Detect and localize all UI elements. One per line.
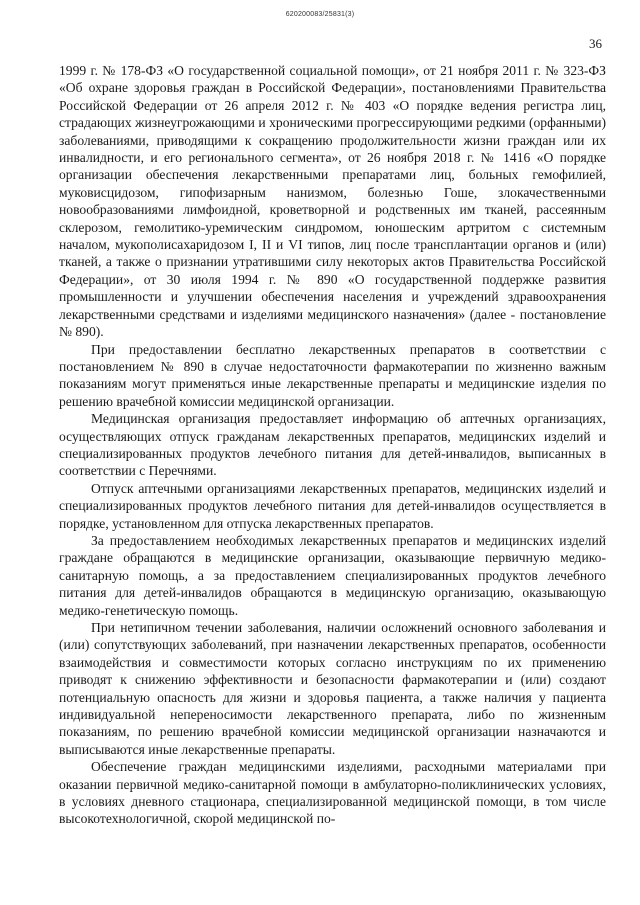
paragraph-pharmacy-dispensing: Отпуск аптечными организациями лекарственных препаратов, медицинских изделий и специализированных продуктов лечебного питания для детей-инвалидов осуществляется в порядке, установленном для отпуска лекарственных препаратов. (59, 480, 606, 531)
document-body (59, 62, 606, 828)
document-code: 620200083/25831(3) (285, 11, 355, 18)
paragraph-medical-devices: Обеспечение граждан медицинскими изделиями, расходными материалами при оказании первичной медико-санитарной помощи в амбулаторно-поликлинических условиях, в условиях дневного стационара, специализированной медицинской помощи, в том числе высокотехнологичной, скорой медицинской по- (59, 759, 606, 827)
paragraph-atypical-course: При нетипичном течении заболевания, наличии осложнений основного заболевания и (или) сопутствующих заболеваний, при назначении лекарственных препаратов, особенности взаимодействия и совместимости которых согласно инструкциям по их применению приводят к снижению эффективности и безопасности фармакотерапии и (или) создают потенциальную опасность для жизни и здоровья пациента, а также наличия у пациента индивидуальной непереносимости лекарственного препарата, либо по жизненным показаниям, по решению врачебной комиссии медицинской организации назначаются и выписываются иные лекарственные препараты. (59, 620, 606, 757)
paragraph-citizen-requests: За предоставлением необходимых лекарственных препаратов и медицинских изделий граждане обращаются в медицинские организации, оказывающие первичную медико-санитарную помощь, а за предоставлением специализированных продуктов лечебного питания для детей-инвалидов обращаются в медицинскую организацию, оказывающую медико-генетическую помощь. (59, 532, 606, 618)
paragraph-legal-references: 1999 г. № 178-ФЗ «О государственной социальной помощи», от 21 ноября 2011 г. № 323-ФЗ «Об охране здоровья граждан в Российской Федерации», постановлениями Правительства Российской Федерации от 26 апреля 2012 г. № 403 «О порядке ведения регистра лиц, страдающих жизнеугрожающими и хроническими прогрессирующими редкими (орфанными) заболеваниями, приводящими к сокращению продолжительности жизни граждан или их инвалидности, и его регионального сегмента», от 26 ноября 2018 г. № 1416 «О порядке организации обеспечения лекарственными препаратами лиц, больных гемофилией, муковисцидозом, гипофизарным нанизмом, болезнью Гоше, злокачественными новообразованиями лимфоидной, кроветворной и родственных им тканей, рассеянным склерозом, гемолитико-уремическим синдромом, юношеским артритом с системным началом, мукополисахаридозом I, II и VI типов, лиц после трансплантации органов и (или) тканей, а также о признании утратившими силу некоторых актов Правительства Российской Федерации», от 30 июля 1994 г. № 890 «О государственной поддержке развития промышленности и улучшении обеспечения населения и учреждений здравоохранения лекарственными средствами и изделиями медицинского назначения» (далее - постановление № 890). (59, 63, 606, 340)
paragraph-pharmacy-info: Медицинская организация предоставляет информацию об аптечных организациях, осуществляющих отпуск гражданам лекарственных препаратов, медицинских изделий и специализированных продуктов лечебного питания для детей-инвалидов, выписанных в соответствии с Перечнями. (59, 411, 606, 479)
page-number: 36 (589, 36, 602, 51)
paragraph-free-medicines: При предоставлении бесплатно лекарственных препаратов в соответствии с постановлением № 890 в случае недостаточности фармакотерапии по жизненно важным показаниям могут применяться иные лекарственные препараты и медицинские изделия по решению врачебной комиссии медицинской организации. (59, 341, 606, 409)
